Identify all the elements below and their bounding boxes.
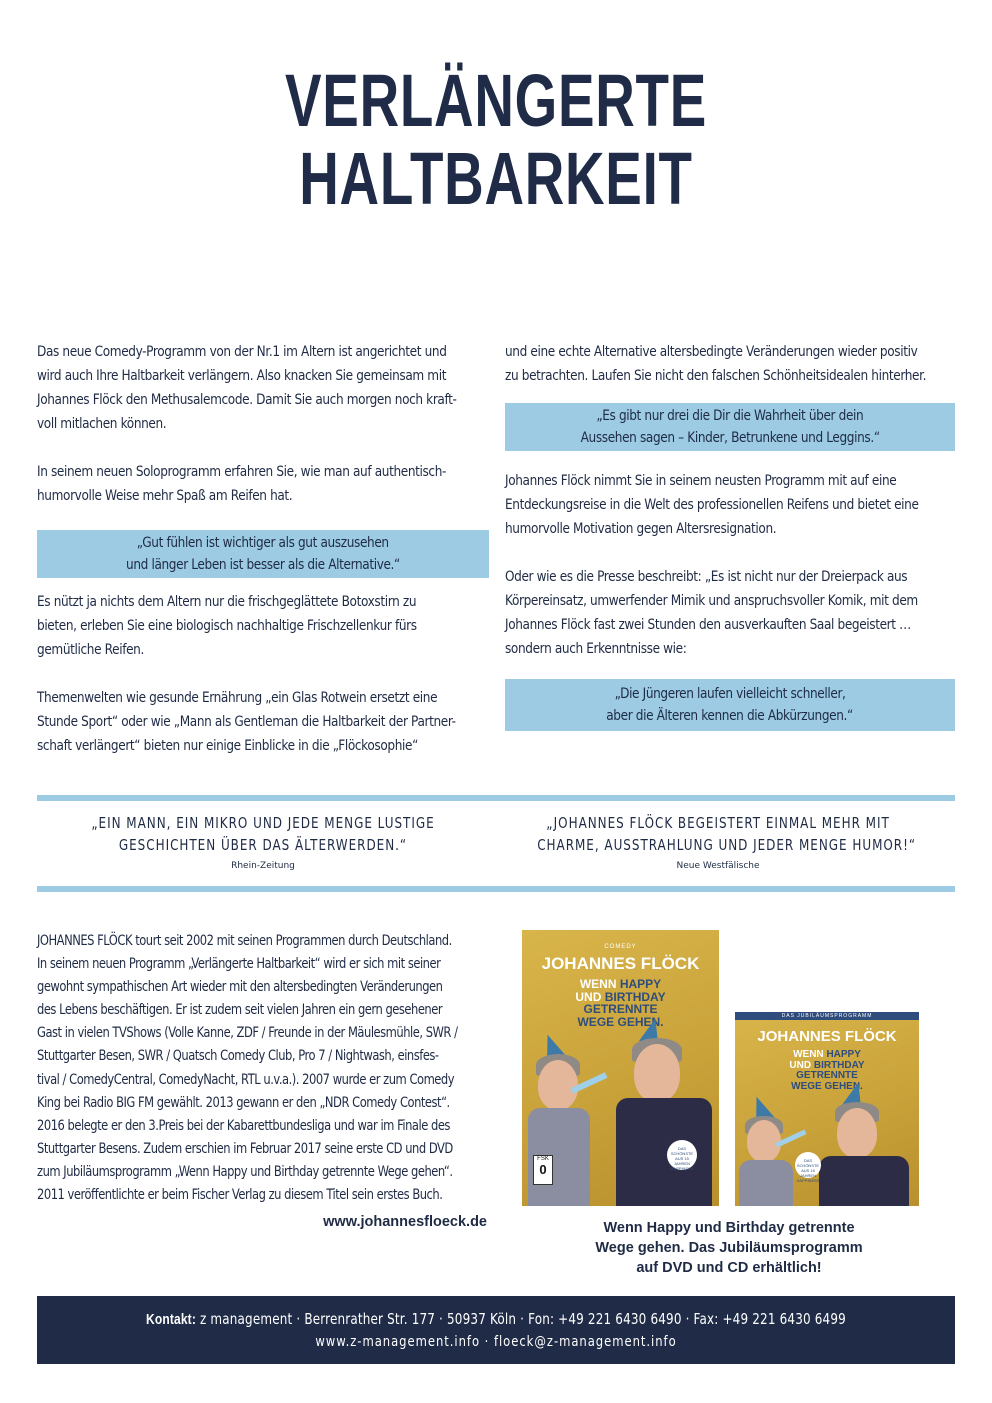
intro-paragraph: Das neue Comedy-Programm von der Nr.1 im Altern ist angerichtet und wird auch Ihre Haltbarkeit verlängern. Also knacken Sie gemeinsam mit Johannes Flöck den Methusalemcode. Damit Sie auch morgen noch kraft- voll mitlachen können.	[37, 343, 457, 432]
press-quote-rhein-zeitung: „EIN MANN, EIN MIKRO UND JEDE MENGE LUSTIGE GESCHICHTEN ÜBER DAS ÄLTERWERDEN.“ Rhein-Zeitung	[37, 812, 489, 871]
quote-box-shortcuts: „Die Jüngeren laufen vielleicht schneller, aber die Älteren kennen die Abkürzungen.“	[505, 679, 955, 731]
press-divider-top	[37, 795, 955, 801]
quote-box-truth: „Es gibt nur drei die Dir die Wahrheit über dein Aussehen sagen – Kinder, Betrunkene und Leggins.“	[505, 403, 955, 451]
fsk-rating: FSK 0	[533, 1155, 553, 1185]
alternative-paragraph: und eine echte Alternative altersbedingte Veränderungen wieder positiv zu betrachten. Laufen Sie nicht den falschen Schönheitsidealen hinterher.	[505, 343, 927, 384]
themes-paragraph: Themenwelten wie gesunde Ernährung „ein Glas Rotwein ersetzt eine Stunde Sport“ oder wie „Mann als Gentleman die Haltbarkeit der Partner- schaft verlängert“ bieten nur einige Einblicke in die „Flöckosophie“	[37, 689, 456, 754]
title-line-1: VERLÄNGERTE	[285, 59, 707, 142]
product-caption: Wenn Happy und Birthday getrennte Wege gehen. Das Jubiläumsprogramm auf DVD und CD erhältlich!	[595, 1220, 863, 1276]
left-column	[37, 340, 489, 758]
right-column	[505, 340, 955, 731]
contact-footer	[37, 1296, 955, 1364]
press-source: Rhein-Zeitung	[231, 861, 295, 871]
bio-paragraph: JOHANNES FLÖCK tourt seit 2002 mit seinen Programmen durch Deutschland. In seinem neuen Programm „Verlängerte Haltbarkeit“ wird er sich mit seiner gewohnt sympathischen Art wieder mit den altersbedingten Veränderungen des Lebens beschäftigen. Er ist zudem seit vielen Jahren ein gern gesehener Gast in vielen TVShows (Volle Kanne, ZDF / Freunde in der Mäulesmühle, SWR / Stuttgarter Besen, SWR / Quatsch Comedy Club, Pro 7 / Nightwash, einsfes- tival / ComedyCentral, ComedyNacht, RTL u.v.a.). 2007 wurde er zum Comedy King bei Radio BIG FM gewählt. 2013 gewann er den „NDR Comedy Contest“. 2016 belegte er den 3.Preis bei der Kabarettbundesliga und war im Finale des Stuttgarter Besens. Zudem erschien im Februar 2017 seine erste CD und DVD zum Jubiläumsprogramm „Wenn Happy und Birthday getrennte Wege gehen“. 2011 veröffentlichte er beim Fischer Verlag zu diesem Titel sein erstes Buch.	[37, 933, 458, 1204]
solo-program-paragraph: In seinem neuen Soloprogramm erfahren Sie, wie man auf authentisch- humorvolle Weise mehr Spaß am Reifen hat.	[37, 463, 447, 504]
contact-web-email[interactable]: www.z-management.info · floeck@z-management.info	[315, 1334, 677, 1350]
journey-paragraph: Johannes Flöck nimmt Sie in seinem neusten Programm mit auf eine Entdeckungsreise in die Welt des professionellen Reifens und bietet eine humorvolle Motivation gegen Altersresignation.	[505, 472, 919, 537]
contact-label: Kontakt:	[146, 1311, 196, 1328]
quote-box-feel-good: „Gut fühlen ist wichtiger als gut auszusehen und länger Leben ist besser als die Alternative.“	[37, 530, 489, 578]
press-paragraph: Oder wie es die Presse beschreibt: „Es ist nicht nur der Dreierpack aus Körpereinsatz, umwerfender Mimik und anspruchsvoller Komik, mit dem Johannes Flöck fast zwei Stunden den ausverkauften Saal begeistert … sondern auch Erkenntnisse wie:	[505, 568, 918, 657]
press-source: Neue Westfälische	[676, 861, 760, 871]
badge: DAS SCHÖNSTE AUS 15 JAHREN HAPPINESS	[667, 1140, 697, 1170]
title-line-2: HALTBARKEIT	[299, 137, 693, 220]
press-quote-neue-westfaelische: „JOHANNES FLÖCK BEGEISTERT EINMAL MEHR MIT CHARME, AUSSTRAHLUNG UND JEDER MENGE HUMOR!“ Neue Westfälische	[492, 812, 944, 871]
page-title	[129, 59, 863, 220]
contact-details: z management · Berrenrather Str. 177 · 50937 Köln · Fon: +49 221 6430 6490 · Fax: +49 221 6430 6499	[196, 1310, 846, 1328]
website-link[interactable]: www.johannesfloeck.de	[323, 1214, 487, 1230]
badge: DAS SCHÖNSTE AUS 15 JAHREN HAPPINESS	[795, 1152, 821, 1178]
botox-paragraph: Es nützt ja nichts dem Altern nur die frischgeglättete Botoxstirn zu bieten, erleben Sie eine biologisch nachhaltige Frischzellenkur fürs gemütliche Reifen.	[37, 593, 417, 658]
cd-cover-image: DAS JUBILÄUMSPROGRAMM JOHANNES FLÖCK WENN HAPPY UND BIRTHDAY GETRENNTE WEGE GEHEN. DAS SCHÖNSTE AUS 15 JAHREN HAPPINESS	[735, 1012, 919, 1206]
press-divider-bottom	[37, 886, 955, 892]
dvd-cover-image: COMEDY JOHANNES FLÖCK WENN HAPPY UND BIRTHDAY GETRENNTE WEGE GEHEN. DAS SCHÖNSTE AUS 15 JAHREN HAPPINESS FSK 0	[522, 930, 719, 1206]
contact-line	[129, 1309, 863, 1330]
